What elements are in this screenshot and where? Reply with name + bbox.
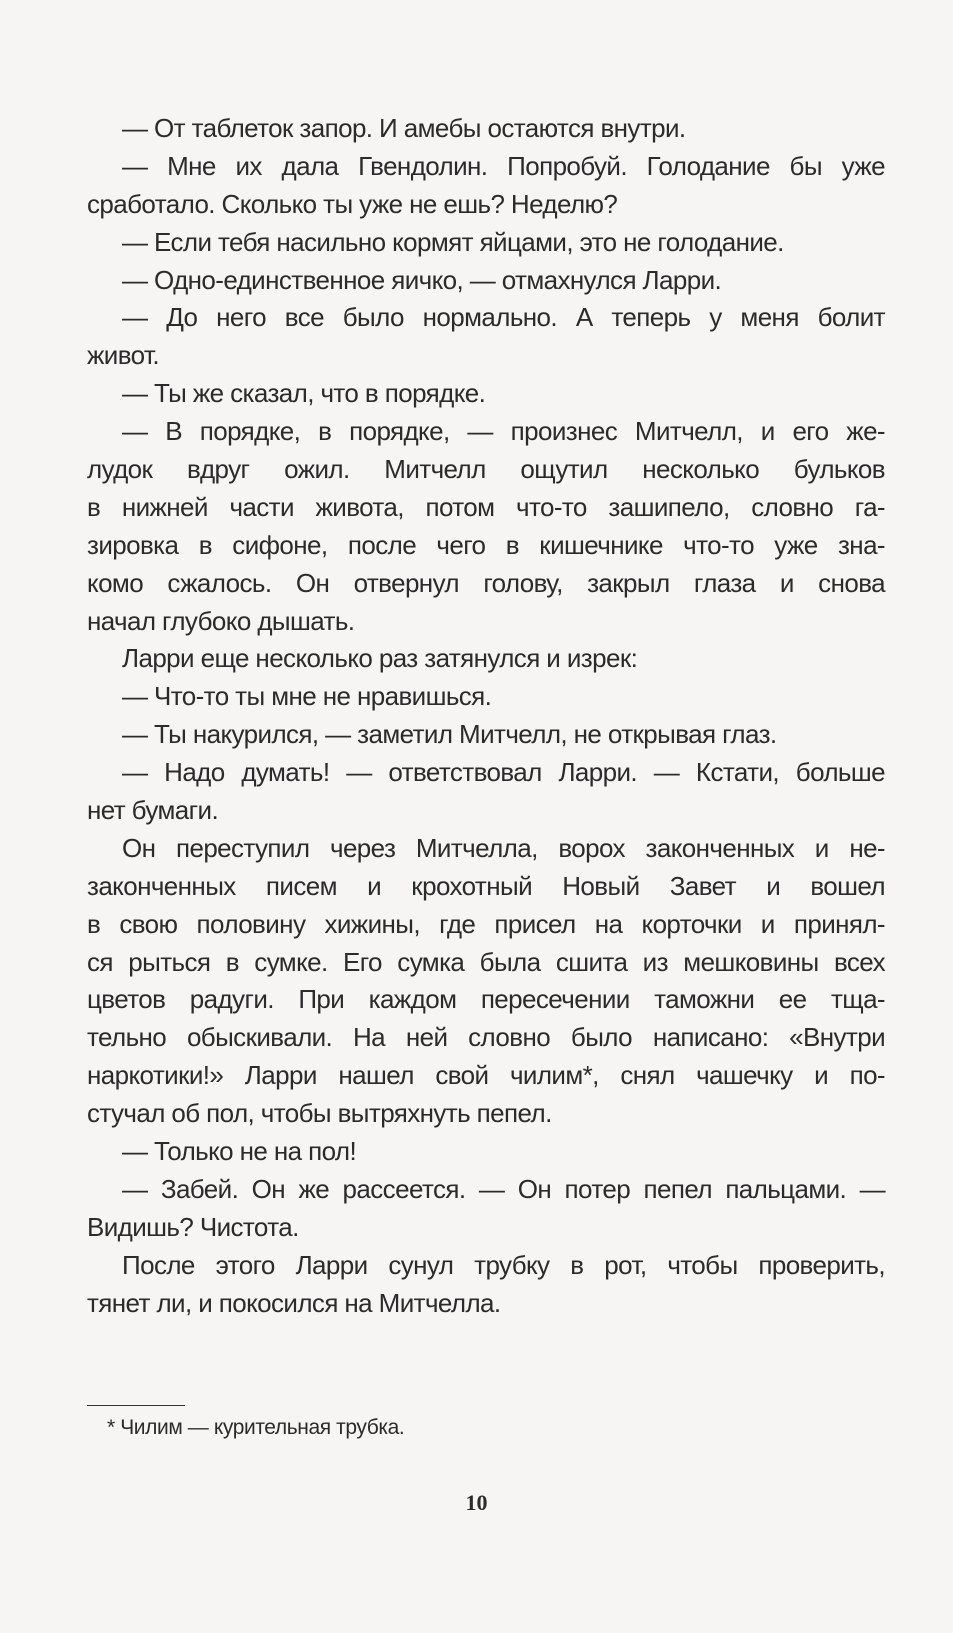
text-line: — Ты накурился, — заметил Митчелл, не открывая глаз. — [122, 719, 777, 750]
text-line: зировка в сифоне, после чего в кишечнике что-то уже зна- — [87, 529, 885, 560]
text-line: — Одно-единственное яичко, — отмахнулся Ларри. — [122, 264, 722, 295]
text-line: живот. — [87, 340, 159, 371]
body-text — [87, 110, 885, 1323]
text-line: — Только не на пол! — [122, 1136, 357, 1167]
text-line: — Что-то ты мне не нравишься. — [122, 681, 492, 712]
text-line: — Надо думать! — ответствовал Ларри. — Кстати, больше — [122, 757, 885, 788]
text-line: — Ты же сказал, что в порядке. — [122, 378, 486, 409]
text-line: законченных писем и крохотный Новый Завет и вошел — [87, 870, 885, 901]
text-line: ся рыться в сумке. Его сумка была сшита из мешковины всех — [87, 946, 885, 977]
text-line: в нижней части живота, потом что-то зашипело, словно га- — [87, 491, 885, 522]
text-line: тянет ли, и покосился на Митчелла. — [87, 1287, 501, 1318]
text-line: наркотики!» Ларри нашел свой чилим*, снял чашечку и по- — [87, 1060, 885, 1091]
text-line: нет бумаги. — [87, 795, 219, 826]
text-line: — В порядке, в порядке, — произнес Митчелл, и его же- — [122, 416, 885, 447]
text-line: стучал об пол, чтобы вытряхнуть пепел. — [87, 1098, 552, 1129]
page-number: 10 — [465, 1490, 488, 1515]
text-line: Видишь? Чистота. — [87, 1211, 299, 1242]
footnote-rule — [87, 1405, 185, 1406]
text-line: — От таблеток запор. И амебы остаются внутри. — [122, 113, 686, 143]
footnote: * Чилим — курительная трубка. — [107, 1416, 405, 1439]
text-line: Он переступил через Митчелла, ворох законченных и не- — [122, 832, 885, 863]
text-line: — Забей. Он же рассеется. — Он потер пепел пальцами. — — [122, 1173, 885, 1204]
text-line: сработало. Сколько ты уже не ешь? Неделю? — [87, 188, 618, 219]
text-line: в свою половину хижины, где присел на корточки и принял- — [87, 908, 885, 939]
text-line: Ларри еще несколько раз затянулся и изрек: — [122, 643, 638, 674]
text-line: комо сжалось. Он отвернул голову, закрыл глаза и снова — [87, 567, 885, 598]
text-line: — Если тебя насильно кормят яйцами, это не голодание. — [122, 226, 784, 257]
text-line: тельно обыскивали. На ней словно было написано: «Внутри — [87, 1022, 885, 1053]
text-line: начал глубоко дышать. — [87, 605, 355, 636]
text-line: цветов радуги. При каждом пересечении таможни ее тща- — [87, 984, 885, 1015]
text-line: лудок вдруг ожил. Митчелл ощутил несколько бульков — [87, 454, 885, 485]
text-line: — До него все было нормально. А теперь у меня болит — [122, 302, 885, 333]
text-line: — Мне их дала Гвендолин. Попробуй. Голодание бы уже — [122, 150, 885, 181]
text-line: После этого Ларри сунул трубку в рот, чтобы проверить, — [122, 1249, 885, 1280]
